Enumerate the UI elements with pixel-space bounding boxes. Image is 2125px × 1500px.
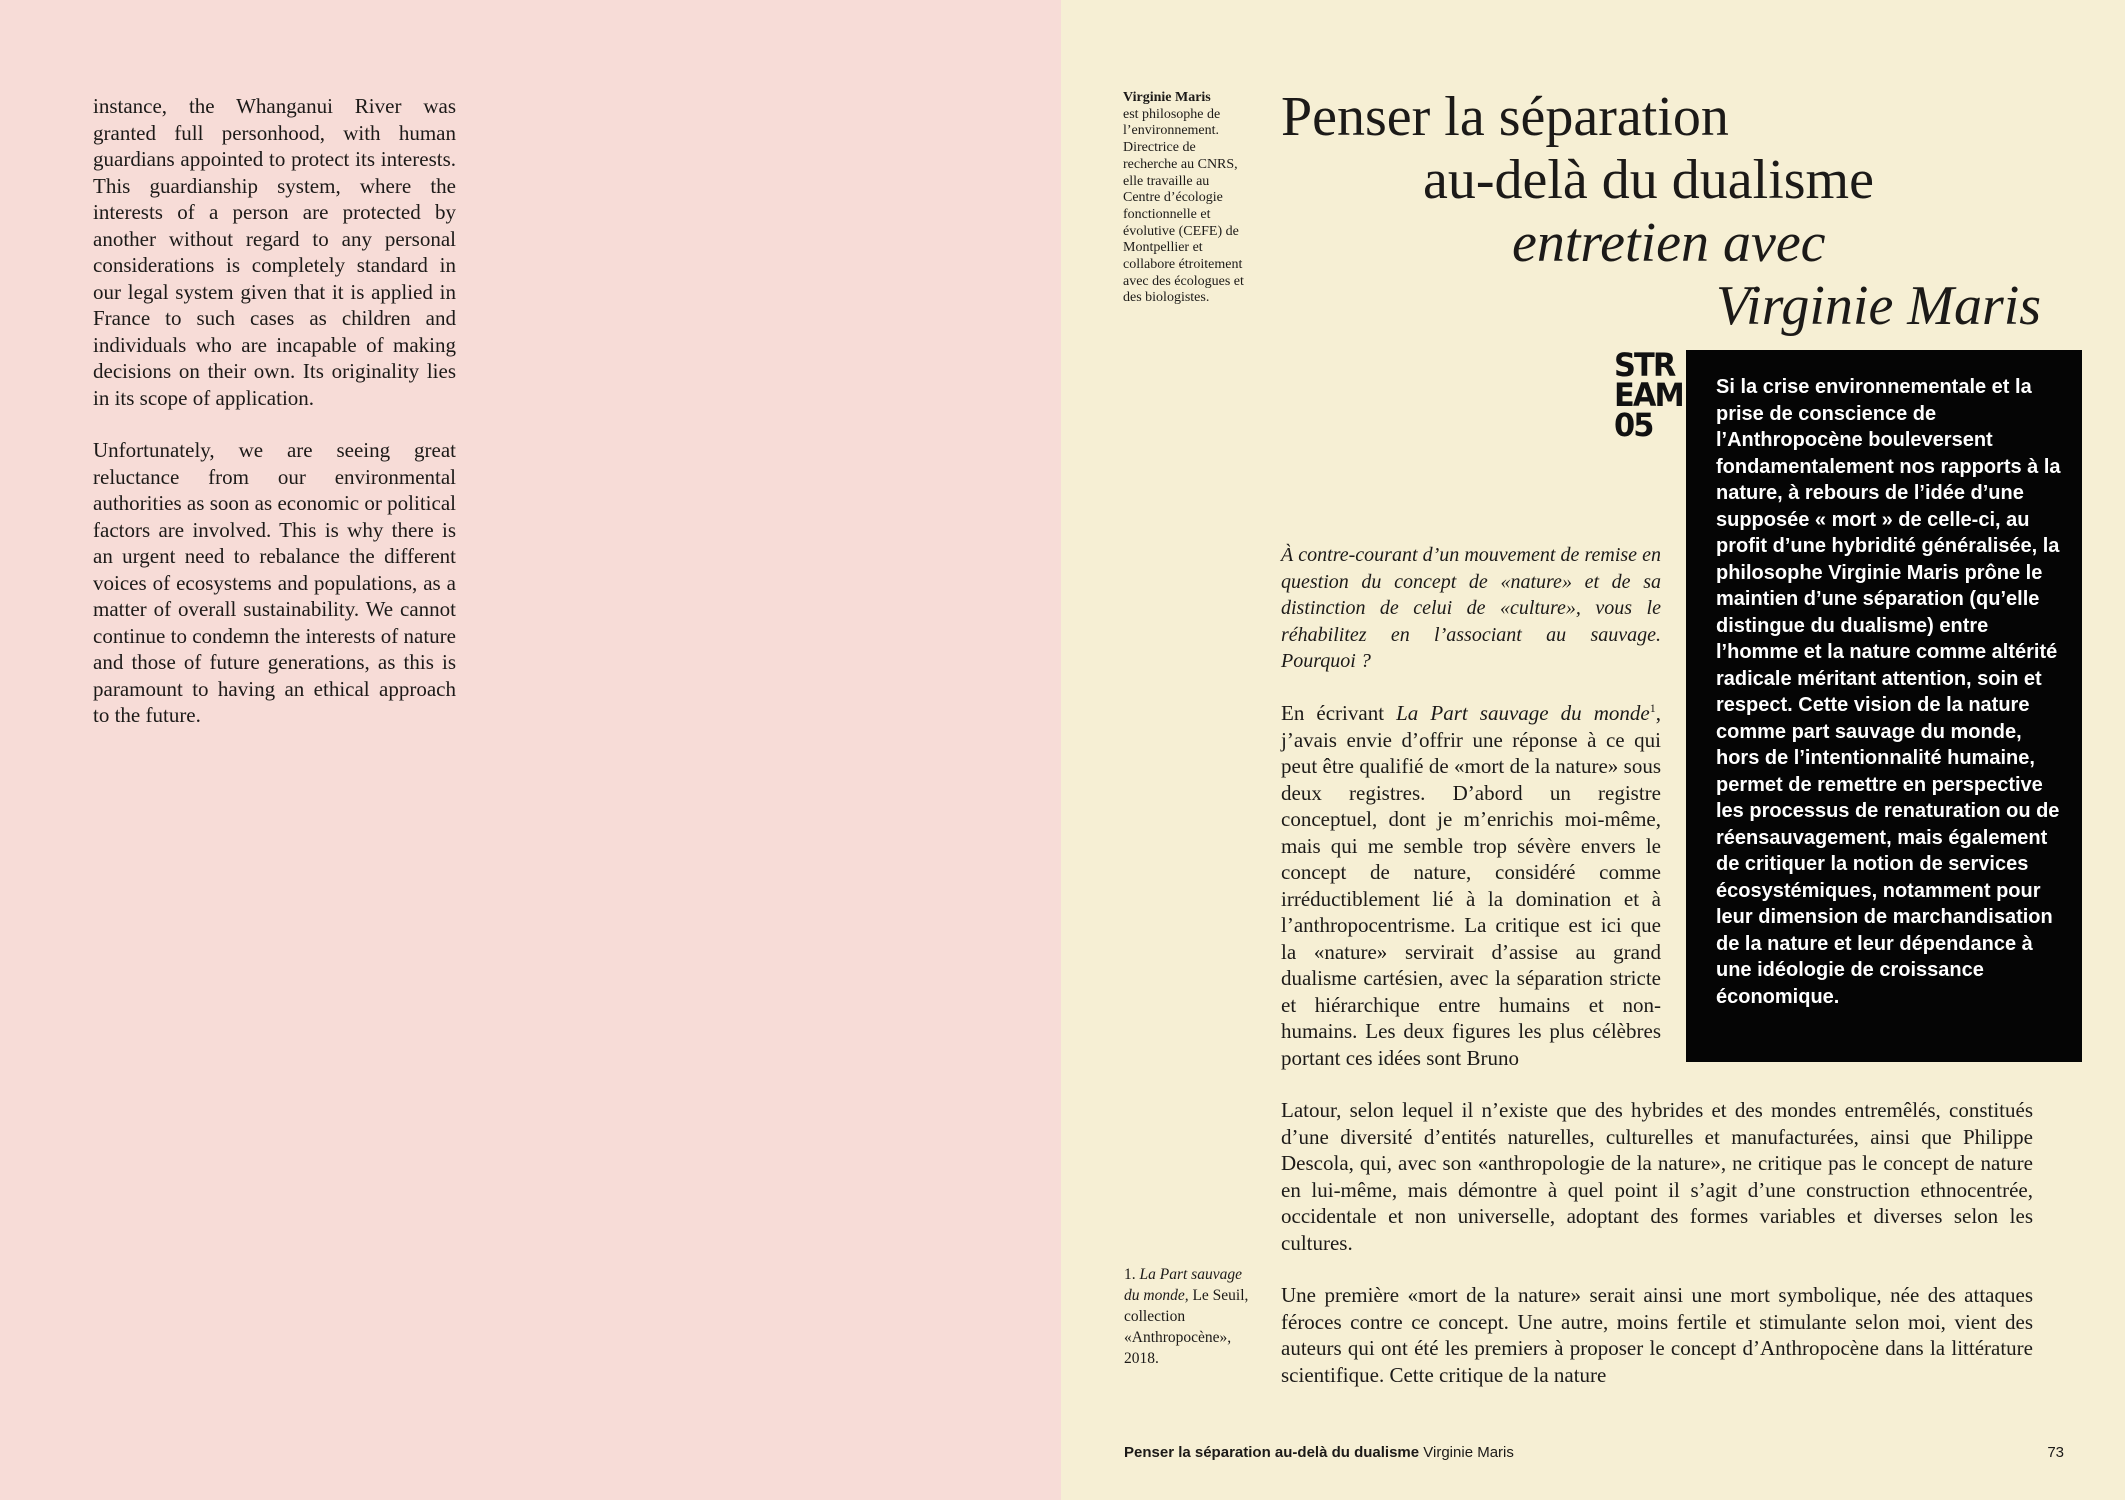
answer-paragraph-1 <box>1281 700 1661 1071</box>
answer-narrow-rest: , j’avais envie d’offrir une réponse à ce qui peut être qualifié de «mort de la nature» sous deux registres. D’abord un registre conceptuel, dont je m’enrichis moi-même, mais qui me semble trop sévère envers le concept de nature, considéré comme irréductiblement lié à la domination et à l’anthropocentrisme. La critique est ici que la «nature» servirait d’assise au grand dualisme cartésien, avec la séparation stricte et hiérarchique entre humains et non-humains. Les deux figures les plus célèbres portant ces idées sont Bruno <box>1281 701 1661 1070</box>
title-line-2: au-delà du dualisme <box>1423 149 1874 211</box>
footnote-title: La Part sauvage du monde, <box>1124 1266 1242 1304</box>
footnote-ref: 1 <box>1649 701 1656 715</box>
footnote <box>1124 1264 1254 1369</box>
standfirst-box <box>1686 350 2082 1062</box>
bio-text: est philosophe de l’environnement. Directrice de recherche au CNRS, elle travaille au Centre d’écologie fonctionnelle et évolutive (CEFE) de Montpellier et collabore étroitement avec des écologues et des biologistes. <box>1123 106 1244 306</box>
standfirst-text: Si la crise environnementale et la prise de conscience de l’Anthropocène bouleversent fondamentalement nos rapports à la nature, à rebours de l’idée d’une supposée « mort » de celle-ci, au profit d’une hybridité généralisée, la philosophe Virginie Maris prône le maintien d’une séparation (qu’elle distingue du dualisme) entre l’homme et la nature comme altérité radicale méritant attention, soin et respect. Cette vision de la nature comme part sauvage du monde, hors de l’intentionnalité humaine, permet de remettre en perspective les processus de renaturation ou de réensauvagement, mais également de critiquer la notion de services écosystémiques, notamment pour leur dimension de marchandisation de la nature et leur dépendance à une idéologie de croissance économique. <box>1716 376 2061 1008</box>
logo-row-2: EAM <box>1614 376 1683 414</box>
title-line-1: Penser la séparation <box>1281 86 1729 148</box>
interview-question: À contre-courant d’un mouvement de remise en question du concept de «nature» et de sa distinction de celui de «culture», vous le réhabilitez en l’associant au sauvage. Pourquoi ? <box>1281 544 1661 672</box>
logo-row-1: STR <box>1614 350 1675 384</box>
title-line-3: entretien avec <box>1512 212 1826 274</box>
left-paragraph-2: Unfortunately, we are seeing great reluctance from our environmental authorities as soon as economic or political factors are involved. This is why there is an urgent need to rebalance the different voices of ecosystems and populations, as a matter of overall sustainability. We cannot continue to condemn the interests of nature and those of future generations, as this is paramount to having an ethical approach to the future. <box>93 438 456 727</box>
footnote-number: 1. <box>1124 1266 1136 1283</box>
answer-paragraph-1-continued: Latour, selon lequel il n’existe que des hybrides et des mondes entremêlés, constitués d’une diversité d’entités naturelles, culturelles et manufacturées, ainsi que Philippe Descola, qui, avec son «anthropologie de la nature», ne critique pas le concept de nature en lui-même, mais démontre à quel point il s’agit d’une construction ethnocentrée, occidentale et non universelle, adoptant des formes variables et diverses selon les cultures. <box>1281 1098 2033 1255</box>
author-bio <box>1123 90 1248 307</box>
footer-author: Virginie Maris <box>1423 1444 1514 1461</box>
footer-title: Penser la séparation au-delà du dualisme <box>1124 1444 1420 1461</box>
answer-book-title: La Part sauvage du monde <box>1396 701 1650 725</box>
page-number: 73 <box>2047 1444 2064 1461</box>
title-line-4: Virginie Maris <box>1716 275 2042 337</box>
running-footer <box>1124 1444 1514 1461</box>
answer-paragraph-2: Une première «mort de la nature» serait ainsi une mort symbolique, née des attaques féroces contre ce concept. Une autre, moins fertile et stimulante selon moi, vient des auteurs qui ont été les premiers à proposer le concept d’Anthropocène dans la littérature scientifique. Cette critique de la nature <box>1281 1283 2033 1387</box>
left-page-text <box>93 93 456 755</box>
bio-name: Virginie Maris <box>1123 90 1211 105</box>
stream-logo <box>1614 350 1684 444</box>
footnote-rest: Le Seuil, collection «Anthropocène», 2018. <box>1124 1287 1249 1367</box>
logo-row-3: 05 <box>1614 406 1653 444</box>
answer-intro: En écrivant <box>1281 701 1397 725</box>
left-paragraph-1: instance, the Whanganui River was granted full personhood, with human guardians appointed to protect its interests. This guardianship system, where the interests of a person are protected by another without regard to any personal considerations is completely standard in our legal system given that it is applied in France to such cases as children and individuals who are incapable of making decisions on their own. Its originality lies in its scope of application. <box>93 94 456 410</box>
